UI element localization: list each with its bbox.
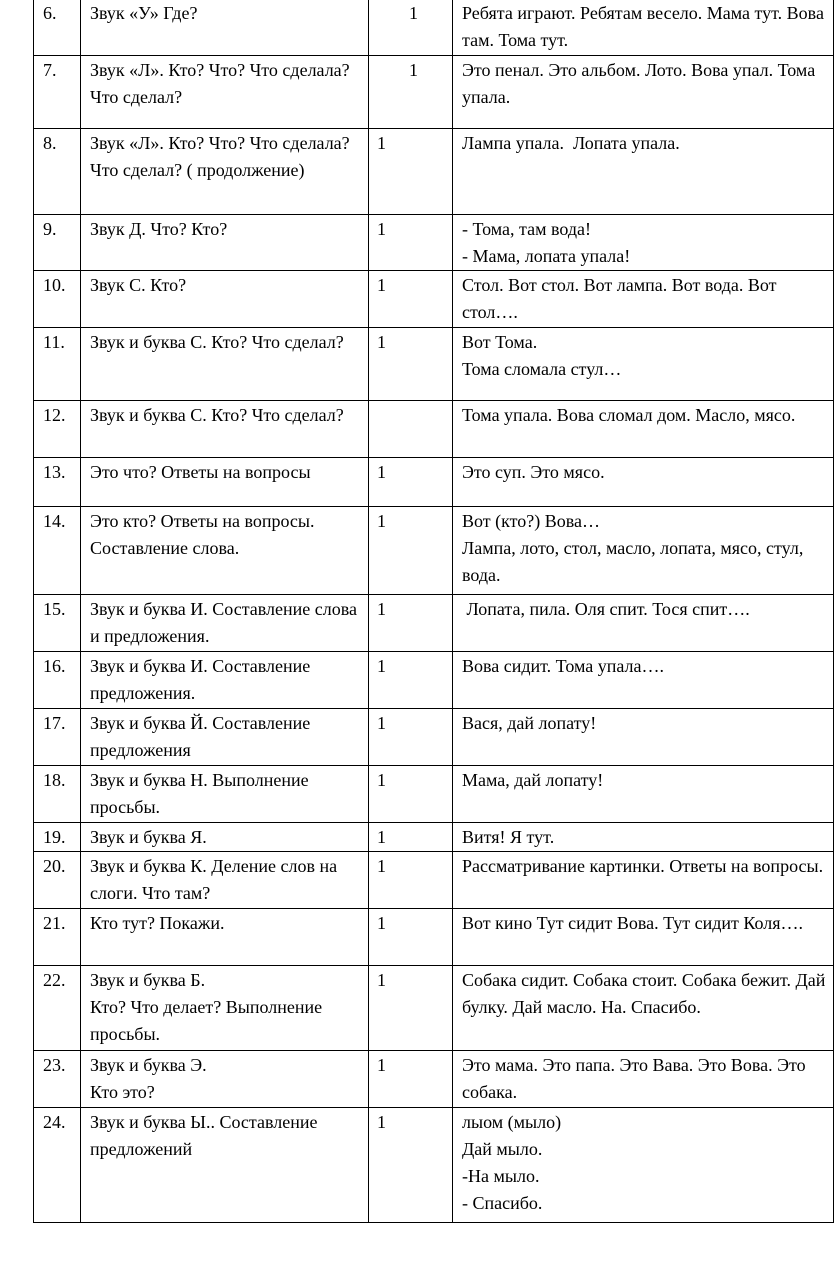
table-row <box>34 652 834 709</box>
table-row <box>34 1051 834 1108</box>
topic-cell: Звук С. Кто? <box>81 271 369 328</box>
content-cell: Ребята играют. Ребятам весело. Мама тут. Вова там. Тома тут. <box>453 0 834 56</box>
hours-cell: 1 <box>369 652 453 709</box>
content-cell: Рассматривание картинки. Ответы на вопросы. <box>453 852 834 909</box>
topic-cell: Звук и буква С. Кто? Что сделал? <box>81 328 369 401</box>
row-number-cell: 7. <box>34 56 81 129</box>
topic-cell: Звук «У» Где? <box>81 0 369 56</box>
row-number-cell: 24. <box>34 1108 81 1223</box>
hours-cell <box>369 401 453 458</box>
row-number-cell: 8. <box>34 129 81 215</box>
content-cell: Собака сидит. Собака стоит. Собака бежит. Дай булку. Дай масло. На. Спасибо. <box>453 966 834 1051</box>
table-row <box>34 0 834 56</box>
row-number-cell: 20. <box>34 852 81 909</box>
topic-cell: Звук и буква И. Составление слова и предложения. <box>81 595 369 652</box>
hours-cell: 1 <box>369 0 453 56</box>
table-row <box>34 56 834 129</box>
row-number-cell: 18. <box>34 766 81 823</box>
content-cell: лыом (мыло) Дай мыло. -На мыло. - Спасибо. <box>453 1108 834 1223</box>
topic-cell: Звук и буква К. Деление слов на слоги. Что там? <box>81 852 369 909</box>
hours-cell: 1 <box>369 852 453 909</box>
hours-cell: 1 <box>369 966 453 1051</box>
table-row <box>34 966 834 1051</box>
topic-cell: Это что? Ответы на вопросы <box>81 458 369 507</box>
topic-cell: Звук «Л». Кто? Что? Что сделала? Что сделал? <box>81 56 369 129</box>
row-number-cell: 17. <box>34 709 81 766</box>
table-row <box>34 507 834 595</box>
table-row <box>34 215 834 271</box>
content-cell: Вова сидит. Тома упала…. <box>453 652 834 709</box>
table-row <box>34 129 834 215</box>
topic-cell: Звук и буква Я. <box>81 823 369 852</box>
hours-cell: 1 <box>369 56 453 129</box>
lesson-plan-body <box>34 0 834 1223</box>
content-cell: Лопата, пила. Оля спит. Тося спит…. <box>453 595 834 652</box>
row-number-cell: 11. <box>34 328 81 401</box>
hours-cell: 1 <box>369 271 453 328</box>
topic-cell: Звук и буква И. Составление предложения. <box>81 652 369 709</box>
hours-cell: 1 <box>369 458 453 507</box>
hours-cell: 1 <box>369 709 453 766</box>
row-number-cell: 13. <box>34 458 81 507</box>
content-cell: Витя! Я тут. <box>453 823 834 852</box>
hours-cell: 1 <box>369 507 453 595</box>
table-row <box>34 852 834 909</box>
topic-cell: Звук и буква Й. Составление предложения <box>81 709 369 766</box>
content-cell: Мама, дай лопату! <box>453 766 834 823</box>
row-number-cell: 15. <box>34 595 81 652</box>
table-row <box>34 709 834 766</box>
content-cell: Лампа упала. Лопата упала. <box>453 129 834 215</box>
hours-cell: 1 <box>369 129 453 215</box>
lesson-plan-table <box>33 0 834 1223</box>
row-number-cell: 23. <box>34 1051 81 1108</box>
table-row <box>34 458 834 507</box>
content-cell: Вот (кто?) Вова… Лампа, лото, стол, масло, лопата, мясо, стул, вода. <box>453 507 834 595</box>
content-cell: Это мама. Это папа. Это Вава. Это Вова. Это собака. <box>453 1051 834 1108</box>
content-cell: Вот кино Тут сидит Вова. Тут сидит Коля…. <box>453 909 834 966</box>
content-cell: - Тома, там вода! - Мама, лопата упала! <box>453 215 834 271</box>
hours-cell: 1 <box>369 766 453 823</box>
hours-cell: 1 <box>369 1108 453 1223</box>
table-row <box>34 766 834 823</box>
row-number-cell: 21. <box>34 909 81 966</box>
topic-cell: Звук и буква С. Кто? Что сделал? <box>81 401 369 458</box>
table-row <box>34 328 834 401</box>
hours-cell: 1 <box>369 595 453 652</box>
topic-cell: Звук Д. Что? Кто? <box>81 215 369 271</box>
topic-cell: Звук и буква Ы.. Составление предложений <box>81 1108 369 1223</box>
hours-cell: 1 <box>369 328 453 401</box>
topic-cell: Кто тут? Покажи. <box>81 909 369 966</box>
content-cell: Это суп. Это мясо. <box>453 458 834 507</box>
content-cell: Тома упала. Вова сломал дом. Масло, мясо. <box>453 401 834 458</box>
row-number-cell: 10. <box>34 271 81 328</box>
hours-cell: 1 <box>369 1051 453 1108</box>
content-cell: Вот Тома. Тома сломала стул… <box>453 328 834 401</box>
row-number-cell: 6. <box>34 0 81 56</box>
content-cell: Это пенал. Это альбом. Лото. Вова упал. Тома упала. <box>453 56 834 129</box>
table-row <box>34 271 834 328</box>
row-number-cell: 16. <box>34 652 81 709</box>
table-row <box>34 595 834 652</box>
row-number-cell: 9. <box>34 215 81 271</box>
row-number-cell: 14. <box>34 507 81 595</box>
topic-cell: Звук и буква Э. Кто это? <box>81 1051 369 1108</box>
topic-cell: Звук «Л». Кто? Что? Что сделала? Что сделал? ( продолжение) <box>81 129 369 215</box>
table-row <box>34 1108 834 1223</box>
topic-cell: Звук и буква Б. Кто? Что делает? Выполнение просьбы. <box>81 966 369 1051</box>
topic-cell: Звук и буква Н. Выполнение просьбы. <box>81 766 369 823</box>
hours-cell: 1 <box>369 215 453 271</box>
topic-cell: Это кто? Ответы на вопросы. Составление слова. <box>81 507 369 595</box>
row-number-cell: 12. <box>34 401 81 458</box>
table-row <box>34 823 834 852</box>
table-row <box>34 909 834 966</box>
row-number-cell: 19. <box>34 823 81 852</box>
row-number-cell: 22. <box>34 966 81 1051</box>
table-row <box>34 401 834 458</box>
content-cell: Вася, дай лопату! <box>453 709 834 766</box>
content-cell: Стол. Вот стол. Вот лампа. Вот вода. Вот стол…. <box>453 271 834 328</box>
hours-cell: 1 <box>369 909 453 966</box>
hours-cell: 1 <box>369 823 453 852</box>
